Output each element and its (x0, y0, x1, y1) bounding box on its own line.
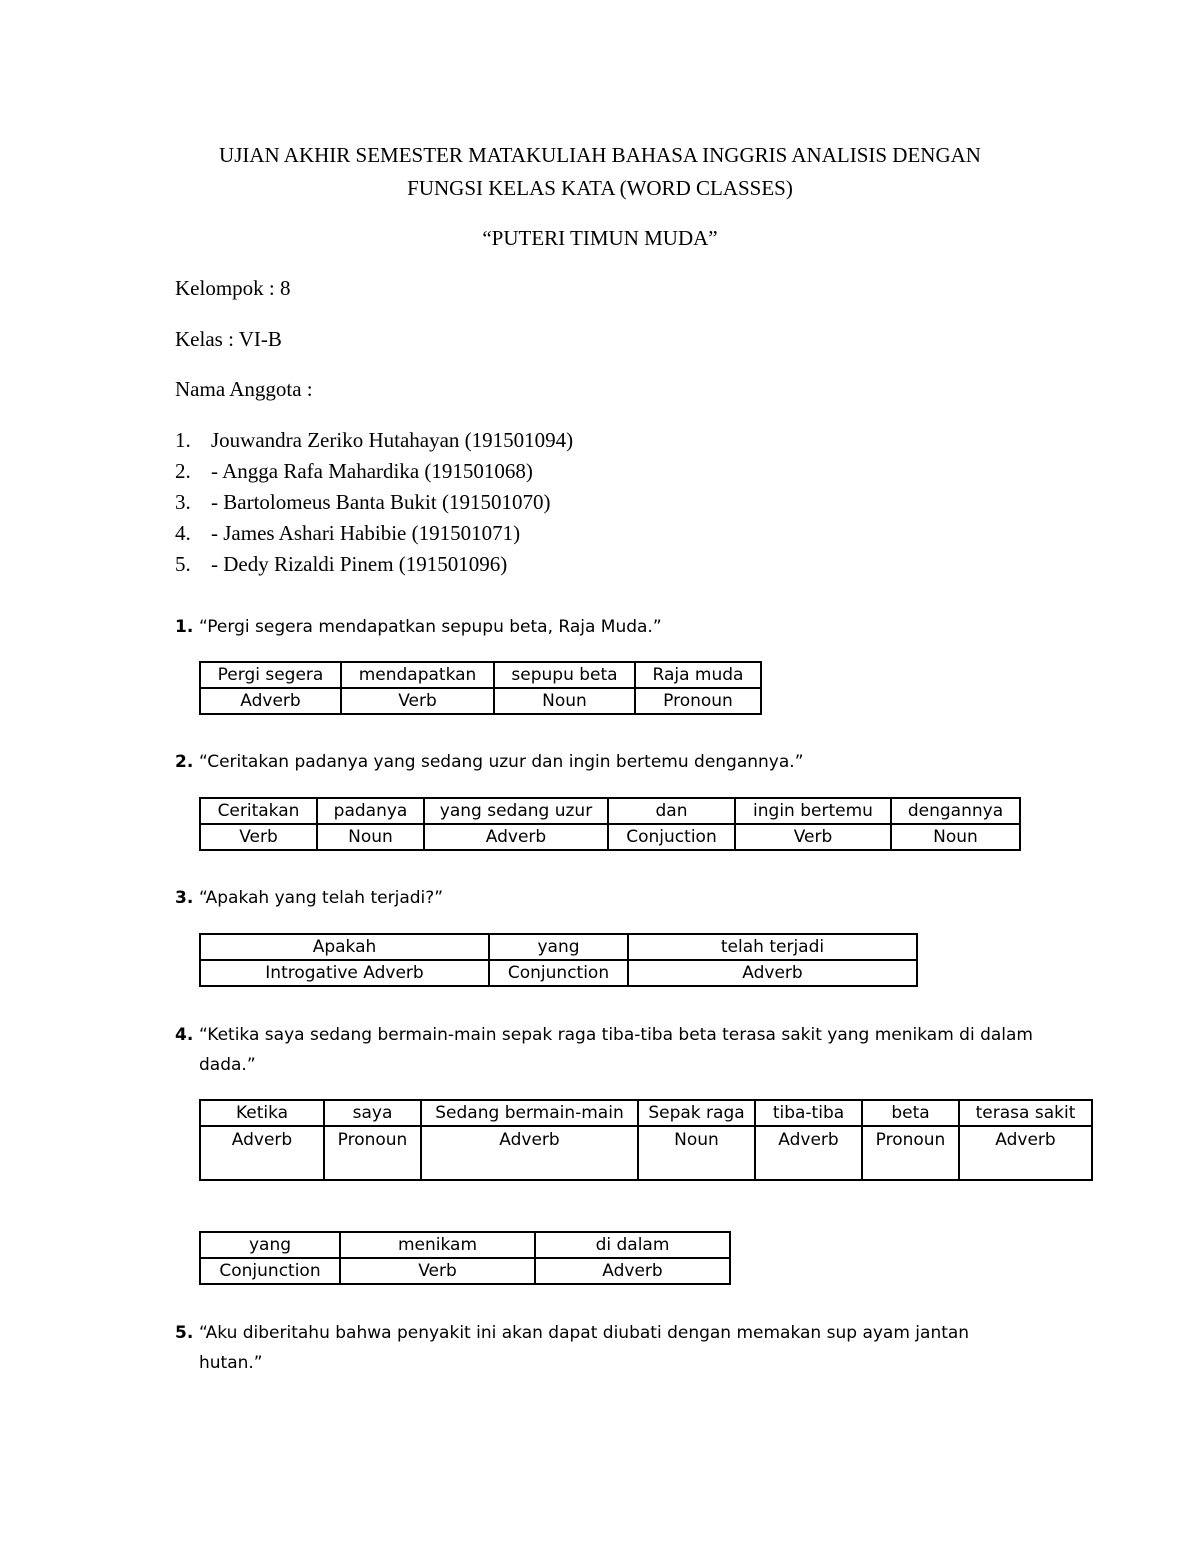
table-cell: telah terjadi (628, 934, 917, 960)
table-row-words (200, 1232, 730, 1258)
table-row-classes (200, 1258, 730, 1284)
question-4 (175, 1020, 1065, 1080)
table-cell: Noun (317, 824, 424, 850)
table-cell: Pronoun (324, 1126, 421, 1180)
table-cell: yang sedang uzur (424, 798, 608, 824)
table-cell: Ketika (200, 1100, 324, 1126)
table-cell: sepupu beta (494, 662, 635, 688)
table-cell: padanya (317, 798, 424, 824)
table-cell: Apakah (200, 934, 489, 960)
table-cell: Ceritakan (200, 798, 317, 824)
title-line-1: UJIAN AKHIR SEMESTER MATAKULIAH BAHASA INGGRIS ANALISIS DENGAN (219, 143, 981, 167)
table-cell: Pergi segera (200, 662, 341, 688)
table-cell: Adverb (628, 960, 917, 986)
table-cell: mendapatkan (341, 662, 494, 688)
question-text-line-1: “Aku diberitahu bahwa penyakit ini akan dapat diubati dengan memakan sup ayam jantan (199, 1323, 970, 1343)
question-number: 3. (175, 888, 194, 908)
question-text: “Pergi segera mendapatkan sepupu beta, Raja Muda.” (199, 617, 662, 637)
table-cell: Noun (638, 1126, 755, 1180)
question-text-line-2: dada.” (199, 1055, 256, 1075)
story-title: “PUTERI TIMUN MUDA” (482, 226, 718, 250)
question-1 (175, 612, 1065, 642)
question-number: 4. (175, 1025, 194, 1045)
table-cell: Adverb (421, 1126, 638, 1180)
class-label: Kelas : VI-B (175, 327, 282, 351)
word-class-table-3 (199, 933, 918, 987)
table-cell: Verb (340, 1258, 535, 1284)
table-cell: Raja muda (635, 662, 761, 688)
table-cell: yang (200, 1232, 340, 1258)
table-cell: ingin bertemu (735, 798, 891, 824)
question-number: 5. (175, 1323, 194, 1343)
word-class-table-4 (199, 1099, 1093, 1181)
table-cell: Sedang bermain-main (421, 1100, 638, 1126)
table-cell: Pronoun (635, 688, 761, 714)
table-cell: Verb (200, 824, 317, 850)
table-cell: Sepak raga (638, 1100, 755, 1126)
member-item: 5. - Dedy Rizaldi Pinem (191501096) (175, 552, 508, 576)
table-cell: dan (608, 798, 735, 824)
word-class-table-1 (199, 661, 762, 715)
table-cell: beta (862, 1100, 959, 1126)
table-cell: Noun (891, 824, 1020, 850)
table-cell: Noun (494, 688, 635, 714)
table-cell: Introgative Adverb (200, 960, 489, 986)
table-row-words (200, 934, 917, 960)
table-cell: Conjuction (608, 824, 735, 850)
table-cell: Conjunction (200, 1258, 340, 1284)
table-row-classes (200, 824, 1020, 850)
title-line-2: FUNGSI KELAS KATA (WORD CLASSES) (407, 176, 793, 200)
table-cell: Pronoun (862, 1126, 959, 1180)
table-cell: Adverb (959, 1126, 1092, 1180)
question-text-line-1: “Ketika saya sedang bermain-main sepak raga tiba-tiba beta terasa sakit yang menikam di dalam (199, 1025, 1033, 1045)
table-cell: tiba-tiba (755, 1100, 862, 1126)
table-row-classes (200, 1126, 1092, 1180)
question-text: “Ceritakan padanya yang sedang uzur dan ingin bertemu dengannya.” (199, 752, 804, 772)
question-number: 1. (175, 617, 194, 637)
table-cell: yang (489, 934, 628, 960)
table-cell: dengannya (891, 798, 1020, 824)
table-cell: Adverb (755, 1126, 862, 1180)
table-row-classes (200, 688, 761, 714)
table-cell: Adverb (535, 1258, 730, 1284)
question-3 (175, 883, 1065, 913)
word-class-table-2 (199, 797, 1021, 851)
table-cell: Conjunction (489, 960, 628, 986)
member-item: 3. - Bartolomeus Banta Bukit (191501070) (175, 490, 551, 514)
table-row-classes (200, 960, 917, 986)
table-row-words (200, 798, 1020, 824)
group-number: Kelompok : 8 (175, 276, 291, 300)
question-number: 2. (175, 752, 194, 772)
table-cell: saya (324, 1100, 421, 1126)
question-text: “Apakah yang telah terjadi?” (199, 888, 444, 908)
member-item: 1. Jouwandra Zeriko Hutahayan (191501094) (175, 428, 574, 452)
table-row-words (200, 662, 761, 688)
table-cell: Adverb (200, 688, 341, 714)
question-2 (175, 747, 1065, 777)
member-item: 2. - Angga Rafa Mahardika (191501068) (175, 459, 533, 483)
table-cell: Adverb (200, 1126, 324, 1180)
table-cell: menikam (340, 1232, 535, 1258)
member-item: 4. - James Ashari Habibie (191501071) (175, 521, 521, 545)
question-text-line-2: hutan.” (199, 1353, 263, 1373)
table-row-words (200, 1100, 1092, 1126)
members-heading: Nama Anggota : (175, 377, 313, 401)
table-cell: Adverb (424, 824, 608, 850)
table-cell: Verb (341, 688, 494, 714)
table-cell: Verb (735, 824, 891, 850)
question-5 (175, 1318, 1065, 1378)
table-cell: terasa sakit (959, 1100, 1092, 1126)
word-class-table-5 (199, 1231, 731, 1285)
table-cell: di dalam (535, 1232, 730, 1258)
